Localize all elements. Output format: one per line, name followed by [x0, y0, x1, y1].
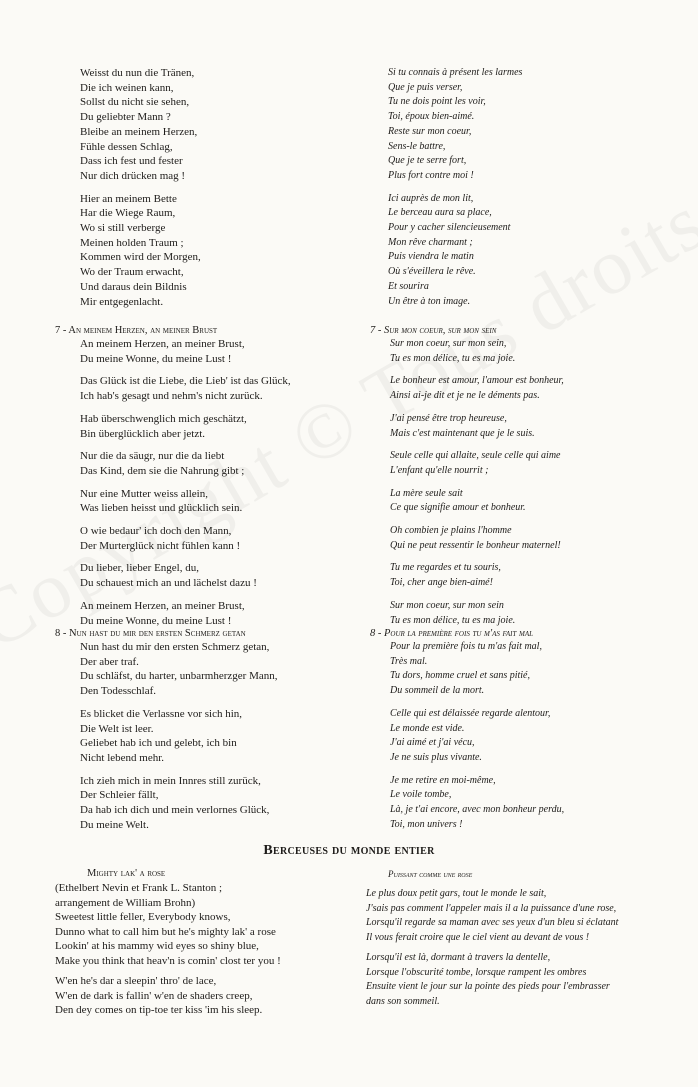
verse-line: Hab überschwenglich mich geschätzt, [80, 412, 247, 425]
verse-line: Puis viendra le matin [388, 251, 474, 263]
verse-line: Très mal. [390, 655, 428, 667]
stanza [390, 374, 690, 403]
verse-line: Nun hast du mir den ersten Schmerz getan, [80, 641, 270, 653]
verse-line: Nur eine Mutter weiss allein, [80, 487, 208, 500]
verse-line: Il vous ferait croire que le ciel vient au devant de vous ! [366, 931, 590, 943]
verse-line: Du sommeil de la mort. [390, 685, 485, 697]
stanza [80, 640, 375, 699]
stanza [390, 561, 690, 590]
stanza [80, 192, 370, 310]
verse-line: Plus fort contre moi ! [388, 169, 474, 181]
verse-line: Die ich weinen kann, [80, 81, 174, 94]
verse-line: Où s'éveillera le rêve. [388, 266, 476, 278]
verse-line: Ce que signifie amour et bonheur. [390, 502, 526, 514]
stanza [80, 524, 375, 553]
verse-line: Und daraus dein Bildnis [80, 280, 187, 293]
verse-line: Du geliebter Mann ? [80, 111, 171, 124]
verse-line: Ici auprès de mon lit, [388, 192, 474, 204]
stanza [390, 449, 690, 478]
verse-line: Bin überglücklich aber jetzt. [80, 427, 206, 440]
verse-line: Si tu connais à présent les larmes [388, 67, 523, 78]
section-8-right [370, 627, 690, 840]
verse-line: Que je te serre fort, [388, 155, 467, 167]
berceuse-left [55, 867, 365, 1018]
verse-line: Was lieben heisst und glücklich sein. [80, 502, 243, 515]
verse-line: Le bonheur est amour, l'amour est bonheur, [390, 375, 564, 387]
verse-line: Wo si still verberge [80, 222, 166, 235]
verse-line: Mais c'est maintenant que je le suis. [390, 427, 535, 439]
stanza [388, 66, 688, 184]
section-heading: Berceuses du monde entier [263, 843, 435, 858]
verse-line: Ich hab's gesagt und nehm's nicht zurück. [80, 390, 263, 403]
stanza [80, 449, 375, 478]
stanza [80, 707, 375, 766]
verse-line: Du meine Wonne, du meine Lust ! [80, 352, 232, 365]
verse-line: W'en he's dar a sleepin' thro' de lace, [55, 975, 217, 987]
stanza [80, 487, 375, 516]
verse-line: Nicht lebend mehr. [80, 751, 165, 764]
verse-line: Es blicket die Verlassne vor sich hin, [80, 707, 243, 720]
verse-line: Le berceau aura sa place, [388, 207, 492, 219]
verse-line: Das Glück ist die Liebe, die Lieb' ist das Glück, [80, 375, 291, 388]
verse-line: Mir entgegenlacht. [80, 295, 164, 308]
song-title: Mighty lak' a rose [87, 868, 166, 879]
verse-line: Du lieber, lieber Engel, du, [80, 562, 199, 575]
verse-line: J'ai aimé et j'ai vécu, [390, 737, 475, 749]
verse-line: dans son sommeil. [366, 995, 440, 1007]
verse-line: Meinen holden Traum ; [80, 236, 184, 249]
verse-line: J'sais pas comment l'appeler mais il a la puissance d'une rose, [366, 902, 617, 914]
verse-line: Le voile tombe, [390, 789, 452, 801]
verse-line: An meinem Herzen, an meiner Brust, [80, 599, 245, 612]
verse-line: Bleibe an meinem Herzen, [80, 125, 198, 138]
verse-line: Sollst du nicht sie sehen, [80, 96, 190, 109]
verse-line: Weisst du nun die Tränen, [80, 67, 195, 79]
top-left-text [80, 66, 370, 317]
verse-line: O wie bedaur' ich doch den Mann, [80, 525, 232, 538]
verse-line: Pour y cacher silencieusement [388, 222, 511, 234]
verse-line: Ainsi ai-je dit et je ne le déments pas. [390, 390, 540, 402]
verse-line: W'en de dark is fallin' w'en de shaders creep, [55, 989, 253, 1002]
verse-line: J'ai pensé être trop heureuse, [390, 412, 507, 424]
stanza [80, 412, 375, 441]
verse-line: Et sourira [388, 280, 429, 292]
verse-line: Toi, mon univers ! [390, 818, 463, 830]
verse-line: Das Kind, dem sie die Nahrung gibt ; [80, 464, 245, 477]
credit-line: (Ethelbert Nevin et Frank L. Stanton ; [55, 882, 223, 894]
section-title: 7 - An meinem Herzen, an meiner Brust [55, 325, 218, 336]
verse-line: Der aber traf. [80, 655, 139, 668]
stanza [390, 487, 690, 516]
verse-line: Je me retire en moi-même, [390, 774, 496, 786]
verse-line: Tu es mon délice, tu es ma joie. [390, 614, 516, 626]
stanza [80, 66, 370, 184]
section-title: 7 - Sur mon coeur, sur mon sein [370, 325, 497, 336]
verse-line: Da hab ich dich und mein verlornes Glück, [80, 804, 270, 817]
section-8-left [55, 627, 375, 840]
stanza [80, 374, 375, 403]
verse-line: Der Murterglück nicht fühlen kann ! [80, 539, 241, 552]
verse-line: Seule celle qui allaite, seule celle qui aime [390, 450, 561, 462]
berceuse-right [366, 867, 686, 1009]
stanza [390, 640, 690, 699]
section-title: 8 - Nun hast du mir den ersten Schmerz getan [55, 628, 246, 639]
verse-line: Sweetest little feller, Everybody knows, [55, 911, 231, 923]
stanza [80, 561, 375, 590]
verse-line: Un être à ton image. [388, 295, 471, 307]
verse-line: Lorsqu'il regarde sa maman avec ses yeux d'un bleu si éclatant [366, 917, 619, 928]
verse-line: Fühle dessen Schlag, [80, 140, 173, 153]
verse-line: Hier an meinem Bette [80, 192, 177, 205]
verse-line: Lookin' at his mammy wid eyes so shiny blue, [55, 940, 259, 952]
verse-line: Die Welt ist leer. [80, 722, 154, 735]
verse-line: Dass ich fest und fester [80, 155, 183, 168]
verse-line: L'enfant qu'elle nourrit ; [390, 464, 489, 476]
stanza [80, 337, 375, 366]
top-right-text [388, 66, 688, 317]
verse-line: Sens-le battre, [388, 140, 446, 152]
verse-line: Du meine Welt. [80, 818, 149, 831]
verse-line: Kommen wird der Morgen, [80, 251, 201, 264]
verse-line: Den dey comes on tip-toe ter kiss 'im his sleep. [55, 1004, 263, 1016]
verse-line: Le plus doux petit gars, tout le monde le sait, [366, 888, 547, 899]
verse-line: Le monde est vide. [390, 722, 465, 734]
verse-line: Nur die da säugr, nur die da liebt [80, 450, 225, 463]
verse-line: Sur mon coeur, sur mon sein, [390, 338, 507, 349]
section-title: 8 - Pour la première fois tu m'as fait mal [370, 628, 533, 639]
verse-line: Oh combien je plains l'homme [390, 525, 512, 537]
verse-line: Toi, époux bien-aimé. [388, 111, 475, 123]
verse-line: Tu dors, homme cruel et sans pitié, [390, 670, 530, 682]
verse-line: Lorsqu'il est là, dormant à travers la dentelle, [366, 952, 551, 963]
verse-line: An meinem Herzen, an meiner Brust, [80, 338, 245, 350]
verse-line: Wo der Traum erwacht, [80, 266, 184, 279]
stanza [80, 599, 375, 628]
stanza [390, 524, 690, 553]
verse-line: Mon rêve charmant ; [388, 236, 473, 248]
verse-line: Là, je t'ai encore, avec mon bonheur perdu, [390, 804, 565, 816]
verse-line: Tu ne dois point les voir, [388, 96, 486, 108]
verse-line: Ensuite vient le jour sur la pointe des pieds pour l'embrasser [366, 981, 610, 992]
stanza [390, 412, 690, 441]
stanza [388, 192, 688, 310]
verse-line: Geliebet hab ich und gelebt, ich bin [80, 737, 237, 750]
verse-line: Sur mon coeur, sur mon sein [390, 599, 504, 611]
section-7-left [55, 324, 375, 636]
stanza [390, 774, 690, 833]
stanza [390, 599, 690, 628]
verse-line: Que je puis verser, [388, 81, 463, 93]
verse-line: Lorsque l'obscurité tombe, lorsque rampent les ombres [366, 966, 587, 978]
verse-line: Tu es mon délice, tu es ma joie. [390, 352, 516, 364]
stanza [390, 337, 690, 366]
verse-line: Qui ne peut ressentir le bonheur maternel! [390, 539, 561, 551]
verse-line: La mère seule sait [390, 487, 463, 499]
verse-line: Du schläfst, du harter, unbarmherzger Mann, [80, 670, 278, 683]
verse-line: Celle qui est délaissée regarde alentour, [390, 707, 551, 719]
verse-line: Nur dich drücken mag ! [80, 169, 186, 182]
verse-line: Den Todesschlaf. [80, 685, 157, 698]
stanza [80, 774, 375, 833]
section-7-right [370, 324, 690, 636]
verse-line: Pour la première fois tu m'as fait mal, [390, 641, 542, 652]
verse-line: Reste sur mon coeur, [388, 125, 472, 137]
verse-line: Du meine Wonne, du meine Lust ! [80, 614, 232, 627]
credit-line: arrangement de William Brohn) [55, 896, 196, 909]
verse-line: Toi, cher ange bien-aimé! [390, 577, 493, 589]
verse-line: Har die Wiege Raum, [80, 207, 176, 220]
song-title: Puissant comme une rose [388, 869, 473, 879]
verse-line: Make you think that heav'n is comin' clost ter you ! [55, 954, 281, 967]
verse-line: Je ne suis plus vivante. [390, 751, 482, 763]
verse-line: Dunno what to call him but he's mighty lak' a rose [55, 925, 276, 938]
verse-line: Der Schleier fällt, [80, 789, 159, 802]
verse-line: Ich zieh mich in mein Innres still zurück, [80, 774, 261, 787]
verse-line: Tu me regardes et tu souris, [390, 562, 501, 574]
stanza [390, 707, 690, 766]
verse-line: Du schauest mich an und lächelst dazu ! [80, 577, 257, 590]
